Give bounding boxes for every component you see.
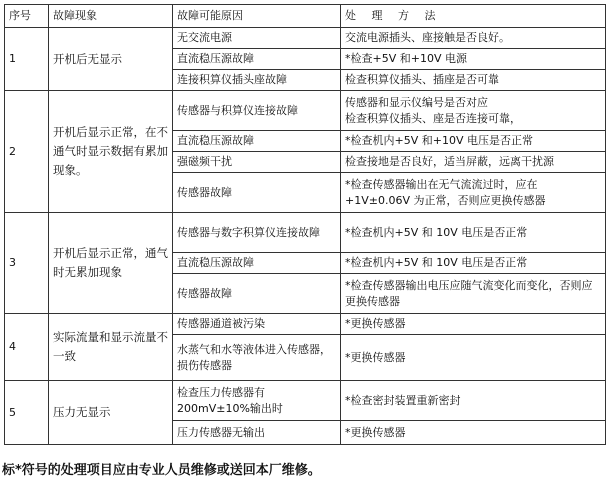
cause-cell: 压力传感器无输出 — [173, 421, 341, 445]
cause-cell: 传感器通道被污染 — [173, 314, 341, 335]
method-cell: *检查传感器输出在无气流流过时，应在+1V±0.06V 为正常，否则应更换传感器 — [341, 173, 606, 213]
method-cell: *检查机内+5V 和 10V 电压是否正常 — [341, 253, 606, 274]
cause-cell: 直流稳压源故障 — [173, 49, 341, 70]
cause-cell: 强磁频干扰 — [173, 152, 341, 173]
seq-cell: 1 — [5, 28, 49, 91]
seq-cell: 3 — [5, 213, 49, 314]
footnote: 标*符号的处理项目应由专业人员维修或送回本厂维修。 — [2, 463, 321, 478]
header-cause: 故障可能原因 — [173, 5, 341, 28]
method-cell: *检查+5V 和+10V 电源 — [341, 49, 606, 70]
symptom-cell: 实际流量和显示流量不一致 — [49, 314, 173, 381]
header-seq: 序号 — [5, 5, 49, 28]
method-cell: 检查接地是否良好，适当屏蔽，远离干扰源 — [341, 152, 606, 173]
table-row — [5, 381, 606, 421]
method-cell: *检查机内+5V 和+10V 电压是否正常 — [341, 131, 606, 152]
method-cell: *更换传感器 — [341, 335, 606, 381]
cause-cell: 传感器与数字积算仪连接故障 — [173, 213, 341, 253]
seq-cell: 2 — [5, 91, 49, 213]
header-method: 处 理 方 法 — [341, 5, 606, 28]
cause-cell: 直流稳压源故障 — [173, 131, 341, 152]
cause-cell: 检查压力传感器有 200mV±10%输出时 — [173, 381, 341, 421]
symptom-cell: 压力无显示 — [49, 381, 173, 445]
table-row — [5, 314, 606, 335]
method-cell: *更换传感器 — [341, 421, 606, 445]
method-cell: 检查积算仪插头、插座是否可靠 — [341, 70, 606, 91]
symptom-cell: 开机后显示正常，在不通气时显示数据有累加现象。 — [49, 91, 173, 213]
header-symptom: 故障现象 — [49, 5, 173, 28]
cause-cell: 水蒸气和水等液体进入传感器，损伤传感器 — [173, 335, 341, 381]
symptom-cell: 开机后显示正常，通气时无累加现象 — [49, 213, 173, 314]
cause-cell: 直流稳压源故障 — [173, 253, 341, 274]
table-row — [5, 213, 606, 253]
fault-table — [4, 4, 606, 445]
method-cell: *检查传感器输出电压应随气流变化而变化，否则应更换传感器 — [341, 274, 606, 314]
seq-cell: 5 — [5, 381, 49, 445]
table-header-row — [5, 5, 606, 28]
cause-cell: 传感器故障 — [173, 173, 341, 213]
cause-cell: 传感器与积算仪连接故障 — [173, 91, 341, 131]
cause-cell: 传感器故障 — [173, 274, 341, 314]
symptom-cell: 开机后无显示 — [49, 28, 173, 91]
method-cell: *检查密封装置重新密封 — [341, 381, 606, 421]
cause-cell: 无交流电源 — [173, 28, 341, 49]
method-cell: 传感器和显示仪编号是否对应 检查积算仪插头、座是否连接可靠， — [341, 91, 606, 131]
cause-cell: 连接积算仪插头座故障 — [173, 70, 341, 91]
method-cell: *检查机内+5V 和 10V 电压是否正常 — [341, 213, 606, 253]
method-cell: *更换传感器 — [341, 314, 606, 335]
seq-cell: 4 — [5, 314, 49, 381]
table-row — [5, 91, 606, 131]
table-row — [5, 28, 606, 49]
method-cell: 交流电源插头、座接触是否良好。 — [341, 28, 606, 49]
